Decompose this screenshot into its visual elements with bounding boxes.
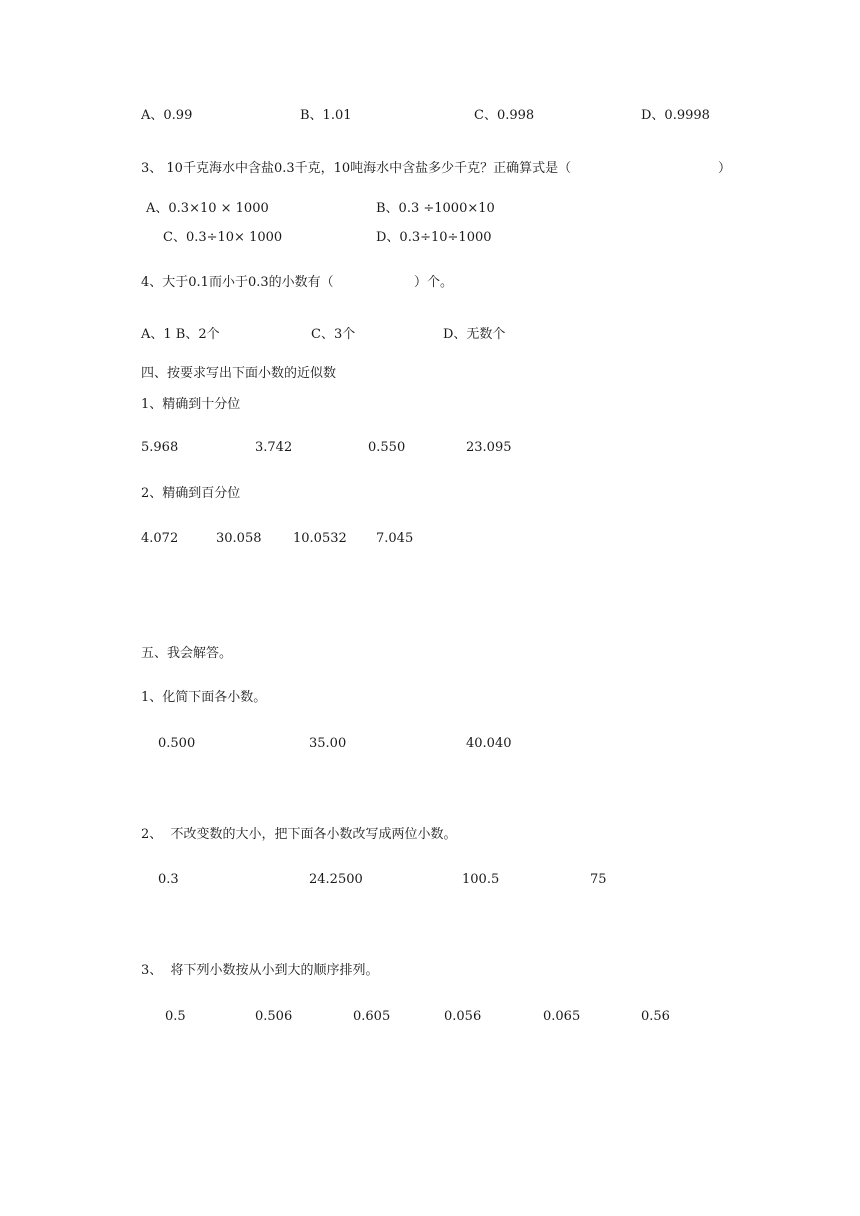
section5-q1-number: 35.00 [309,736,347,751]
section4-part2-number: 4.072 [141,531,179,546]
section5-q3-number: 0.5 [165,1009,186,1024]
section5-q2-number: 0.3 [158,872,179,887]
section5-q2-number: 75 [590,872,607,887]
section5-q1-number: 40.040 [466,736,512,751]
section4-title: 四、按要求写出下面小数的近似数 [141,366,337,381]
section5-q3-label: 3、 将下列小数按从小到大的顺序排列。 [141,963,379,978]
section5-q2-number: 24.2500 [309,872,363,887]
section5-q3-number: 0.605 [353,1009,391,1024]
q3-option-d: D、0.3÷10÷1000 [376,230,492,245]
q4-option-d: D、无数个 [443,327,506,342]
section5-q2-number: 100.5 [462,872,500,887]
section4-part1-number: 0.550 [368,440,406,455]
section5-q3-number: 0.506 [255,1009,293,1024]
section5-q3-number: 0.065 [543,1009,581,1024]
q4-paren-tail: ）个。 [414,275,454,290]
q3-option-a: A、0.3×10 × 1000 [146,201,269,216]
q2-option-a: A、0.99 [141,108,193,123]
q4-option-c: C、3个 [311,327,356,342]
section4-part1-number: 23.095 [466,440,512,455]
section5-title: 五、我会解答。 [141,646,233,661]
section5-q3-number: 0.56 [641,1009,670,1024]
section4-part1-label: 1、精确到十分位 [141,397,241,412]
section5-q3-number: 0.056 [444,1009,482,1024]
section5-q1-number: 0.500 [158,736,196,751]
section4-part2-label: 2、精确到百分位 [141,486,241,501]
q2-option-c: C、0.998 [474,108,535,123]
q3-option-b: B、0.3 ÷1000×10 [376,201,495,216]
section4-part1-number: 3.742 [255,440,293,455]
section4-part2-number: 30.058 [216,531,262,546]
section4-part2-number: 7.045 [376,531,414,546]
q3-option-c: C、0.3÷10× 1000 [163,230,283,245]
section5-q1-label: 1、化简下面各小数。 [141,690,267,705]
q3-paren-close: ） [718,161,732,176]
section4-part1-number: 5.968 [141,440,179,455]
section5-q2-label: 2、 不改变数的大小，把下面各小数改写成两位小数。 [141,827,457,842]
section4-part2-number: 10.0532 [293,531,347,546]
q2-option-b: B、1.01 [300,108,352,123]
q4-option-ab: A、1 B、2个 [141,327,220,342]
q4-question: 4、大于0.1而小于0.3的小数有（ [141,275,334,290]
q2-option-d: D、0.9998 [641,108,710,123]
q3-question: 3、 10千克海水中含盐0.3千克，10吨海水中含盐多少千克？正确算式是（ [141,161,572,176]
